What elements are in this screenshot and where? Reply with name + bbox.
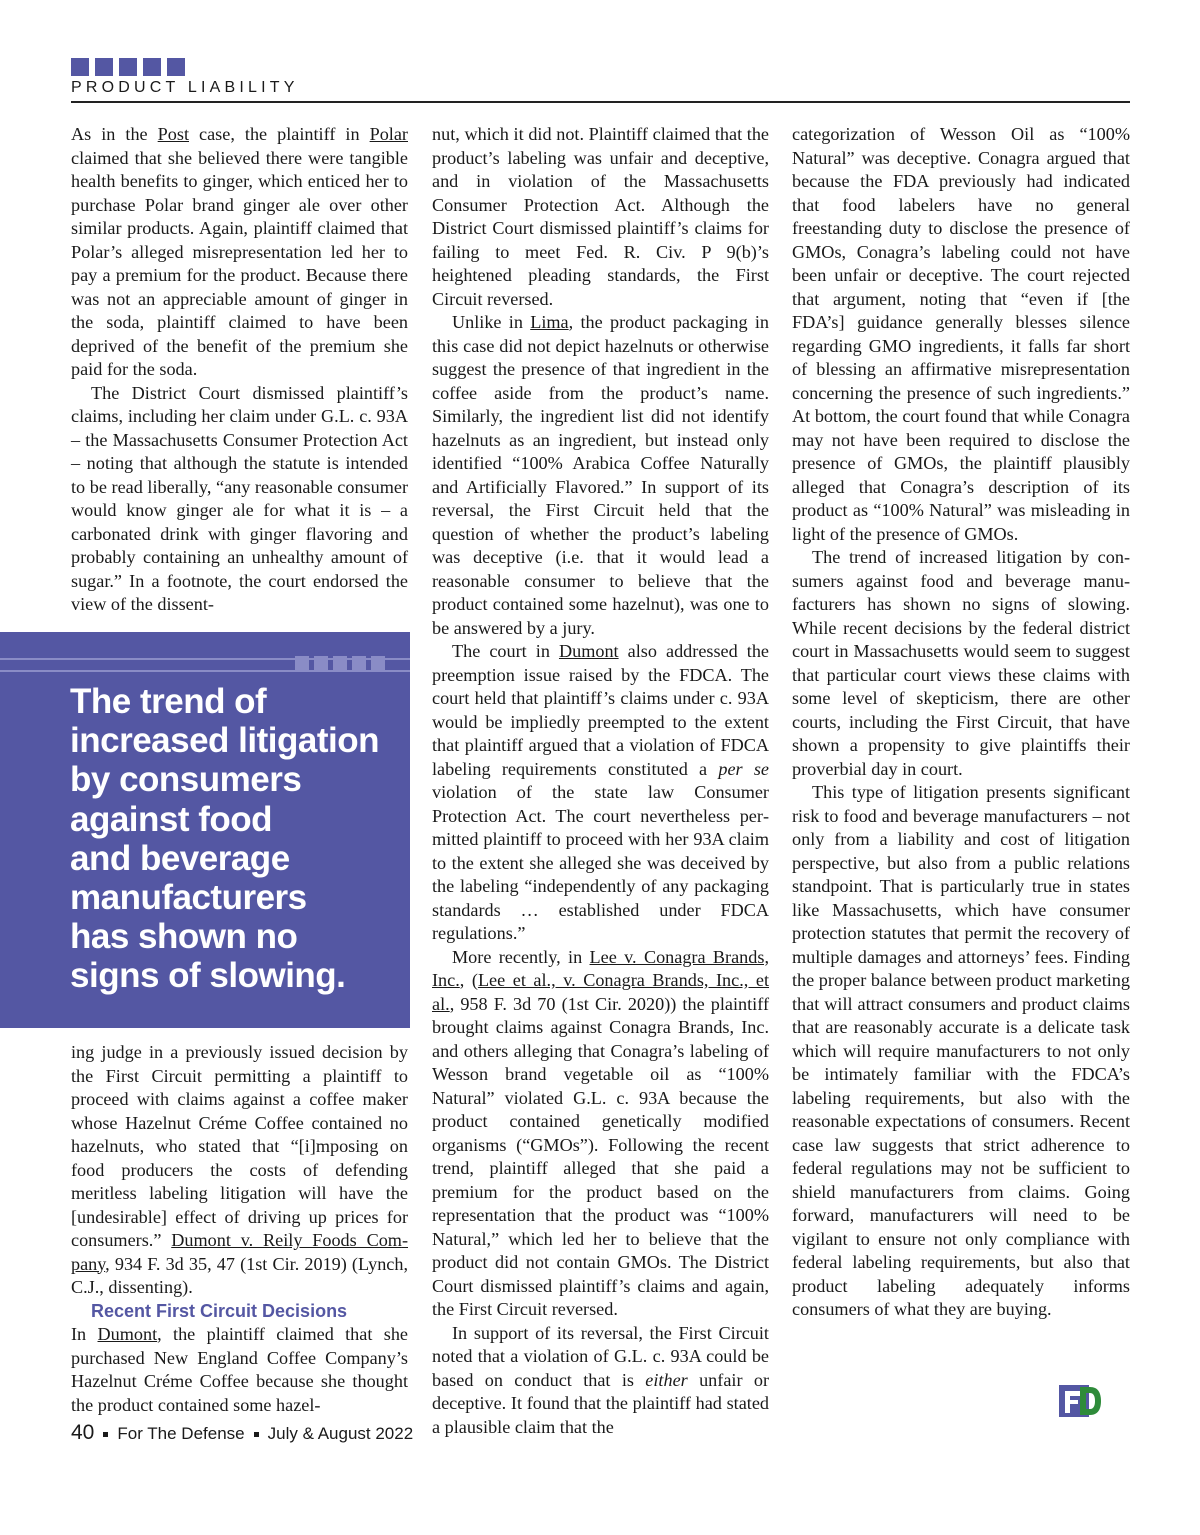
- marker-square: [314, 656, 328, 670]
- text: , the plaintiff claimed that she purchased New England Coffee Company’s Hazelnut Créme Coffee because she thought the product contained some hazel-: [71, 1324, 409, 1415]
- paragraph: [432, 311, 769, 640]
- text: case, the plaintiff in: [189, 124, 370, 144]
- text: In support of its reversal, the First Circuit noted that a violation of G.L. c. 93A could be based on conduct that is: [432, 1322, 769, 1390]
- paragraph: [71, 123, 408, 382]
- text: also addressed the preemption issue raised by the FDCA. The court held that plaintiff’s claims under c. 93A would be impliedly preempted to the extent that plaintiff argued that a violation of FDCA labeling requirements constituted a: [432, 641, 769, 779]
- text: , (: [459, 970, 478, 990]
- marker-square: [371, 656, 385, 670]
- section-marker-squares: [71, 58, 185, 76]
- marker-square: [295, 656, 309, 670]
- pull-quote: [0, 632, 410, 1028]
- case-link-post[interactable]: Post: [157, 124, 189, 144]
- pull-quote-line: signs of slowing.: [70, 956, 346, 996]
- footer-bullet: [103, 1432, 108, 1437]
- pull-quote-line: The trend of: [70, 682, 267, 721]
- header-rule: [71, 101, 1130, 103]
- marker-square: [167, 58, 185, 76]
- column-1-bottom: [71, 1041, 408, 1417]
- case-link-dumont[interactable]: Dumont: [97, 1324, 158, 1344]
- marker-square: [71, 58, 89, 76]
- text: claimed that she believed there were tangible health benefits to ginger, which enticed her to purchase Polar brand ginger ale over other similar products. Again, plaintiff claimed that Polar’s alleged misrepresentation led her to pay a premium for the product. Because there was not an appreciable amount of ginger in the soda, plaintiff claimed to have been deprived of the benefit of the premium she paid for the soda.: [71, 147, 408, 379]
- emphasis: per se: [718, 758, 769, 779]
- issue-date: July & August 2022: [267, 1424, 414, 1443]
- marker-square: [352, 656, 366, 670]
- paragraph: [432, 1322, 769, 1440]
- pull-quote-rule: [0, 670, 410, 672]
- case-link-dumont[interactable]: Dumont: [558, 641, 619, 661]
- page-footer: [71, 1421, 413, 1445]
- marker-square: [333, 656, 347, 670]
- text: ing judge in a previously issued decision by the First Circuit permitting a plaintiff to proceed with claims against a coffee maker whose Hazelnut Créme Coffee contained no hazelnuts, who stated that “[i]mposing on food producers the costs of defending meritless labeling litigation will have the [undesirable] effect of driving up prices for consumers.”: [71, 1042, 408, 1250]
- marker-square: [143, 58, 161, 76]
- paragraph: nut, which it did not. Plaintiff claimed that the product’s labeling was unfair and deceptive, and in violation of the Massachusetts Consumer Protection Act. Although the District Court dismissed plaintiff’s claims for failing to meet Fed. R. Civ. P 9(b)’s heightened pleading standards, the First Circuit reversed.: [432, 124, 769, 309]
- footer-bullet: [254, 1432, 259, 1437]
- pull-quote-line: against food: [70, 799, 273, 839]
- marker-square: [119, 58, 137, 76]
- subheading: Recent First Circuit Decisions: [91, 1300, 348, 1321]
- text: In: [71, 1324, 98, 1344]
- case-link-polar[interactable]: Polar: [369, 124, 408, 144]
- text: violation of the state law Consumer Protection Act. The court nevertheless permitted plaintiff to proceed with her 93A claim to the extent she alleged she was deceived by the labeling “independently of any packaging standards … established under FDCA regulations.”: [432, 782, 769, 943]
- pull-quote-line: increased litigation: [70, 721, 379, 761]
- emphasis: either: [645, 1369, 688, 1390]
- case-link-lee[interactable]: Lee v. Conagra Brands, Inc.: [432, 946, 769, 990]
- column-3: [792, 123, 1130, 1322]
- paragraph: categorization of Wesson Oil as “100% Natural” was deceptive. Conagra argued that because the FDA previously had indicated that food labelers have no general freestanding duty to disclose the presence of GMOs, Conagra’s labeling could not have been unfair or deceptive. The court rejected that argument, noting that “even if [the FDA’s] guidance generally blesses silence regarding GMO ingredients, it falls far short of blessing an affirmative misrepresentation concerning the presence of such ingredients.” At bottom, the court found that while Conagra may not have been required to disclose the presence of GMOs, the plaintiff plausibly alleged that Conagra’s description of its product as “100% Natural” was misleading in light of the presence of GMOs.: [792, 124, 1130, 544]
- text: As in the: [71, 124, 158, 144]
- page-number: 40: [71, 1421, 95, 1444]
- text: The court in: [452, 641, 559, 661]
- ftd-logo-icon: [1058, 1383, 1102, 1419]
- paragraph: The District Court dismissed plaintiff’s claims, including her claim under G.L. c. 93A – the Massachusetts Consumer Protection Act – noting that although the statute is intended to be read liberally, “any reasonable consumer would know ginger ale for what it is – a carbonated drink with ginger flavoring and probably containing an unhealthy amount of sugar.” In a footnote, the court endorsed the view of the dissent-: [71, 382, 408, 614]
- pull-quote-line: has shown no: [70, 917, 298, 957]
- case-link-lima[interactable]: Lima: [530, 312, 569, 332]
- paragraph: The trend of increased litigation by consumers against food and beverage manufacturers has shown no signs of slowing. While recent decisions by the federal district court in Massachusetts would seem to suggest that particular court views these claims with some level of skepticism, there are other courts, including the First Circuit, that have shown a propensity to give plaintiffs their proverbial day in court.: [792, 547, 1130, 779]
- section-label: PRODUCT LIABILITY: [71, 79, 299, 96]
- pull-quote-line: by consumers: [70, 760, 302, 800]
- pull-quote-line: and beverage: [70, 838, 290, 878]
- pull-quote-text: [70, 682, 400, 996]
- case-link-dumont-reily[interactable]: Dumont v. Reily Foods Company: [71, 1230, 408, 1274]
- pull-quote-line: manufacturers: [70, 878, 307, 918]
- text: More recently, in: [452, 946, 590, 967]
- column-1-top: [71, 123, 408, 617]
- pull-quote-squares: [295, 656, 385, 670]
- paragraph: [71, 1323, 408, 1417]
- text: , 934 F. 3d 35, 47 (1st Cir. 2019) (Lynch, C.J., dissenting).: [71, 1253, 408, 1297]
- text: Unlike in: [452, 312, 531, 332]
- paragraph: This type of litigation presents significant risk to food and beverage manufacturers – not only from a liability and cost of litigation perspective, but also from a public relations standpoint. That is particularly true in states like Massachusetts, which have consumer protection statutes that permit the recovery of multiple damages and attorneys’ fees. Finding the proper balance between product marketing that will attract consumers and product claims that are reasonably accurate is a delicate task which will require manufacturers to not only be intimately familiar with the FDCA’s labeling requirements, but also with the reasonable expectations of consumers. Recent case law suggests that strict adherence to federal regulations may not be sufficient to shield manufacturers from claims. Going forward, manufacturers will need to be vigilant to ensure not only compliance with federal labeling requirements, but also that product labeling adequately informs consumers of what they are buying.: [792, 782, 1130, 1319]
- paragraph: [71, 1041, 408, 1300]
- logo-f-mid: [1065, 1400, 1078, 1404]
- case-link-lee-full[interactable]: Lee et al., v. Conagra Brands, Inc., et al.: [432, 970, 769, 1014]
- publication-name: For The Defense: [117, 1424, 245, 1443]
- marker-square: [95, 58, 113, 76]
- text: unfair or deceptive. It found that the plaintiff had stated a plausible claim that the: [432, 1369, 769, 1437]
- paragraph: [432, 946, 769, 1322]
- text: , 958 F. 3d 70 (1st Cir. 2020)) the plaintiff brought claims against Conagra Brands, Inc. and others alleging that Conagra’s labeling of Wesson brand vegetable oil as “100% Natural” violated G.L. c. 93A because the product contained genetically modified organisms (“GMOs”). Following the recent trend, plaintiff alleged that she paid a premium for the product based on the representation that the product was “100% Natural,” which led her to believe that the product did not contain GMOs. The District Court dismissed plaintiff’s claims and again, the First Circuit reversed.: [432, 993, 769, 1319]
- logo-d-shape: [1080, 1387, 1101, 1415]
- paragraph: [432, 640, 769, 946]
- text: , the product packaging in this case did not depict hazelnuts or otherwise suggest the presence of that ingredient in the coffee aside from the product’s name. Similarly, the ingredient list did not identify hazelnuts as an ingredient, but instead only identified “100% Arabica Coffee Naturally and Artificially Flavored.” In support of its reversal, the First Circuit held that the question of whether the product’s labeling was deceptive (i.e. that it would lead a reasonable consumer to believe that the product contained some hazelnut), was one to be answered by a jury.: [432, 312, 769, 638]
- column-2: [432, 123, 769, 1439]
